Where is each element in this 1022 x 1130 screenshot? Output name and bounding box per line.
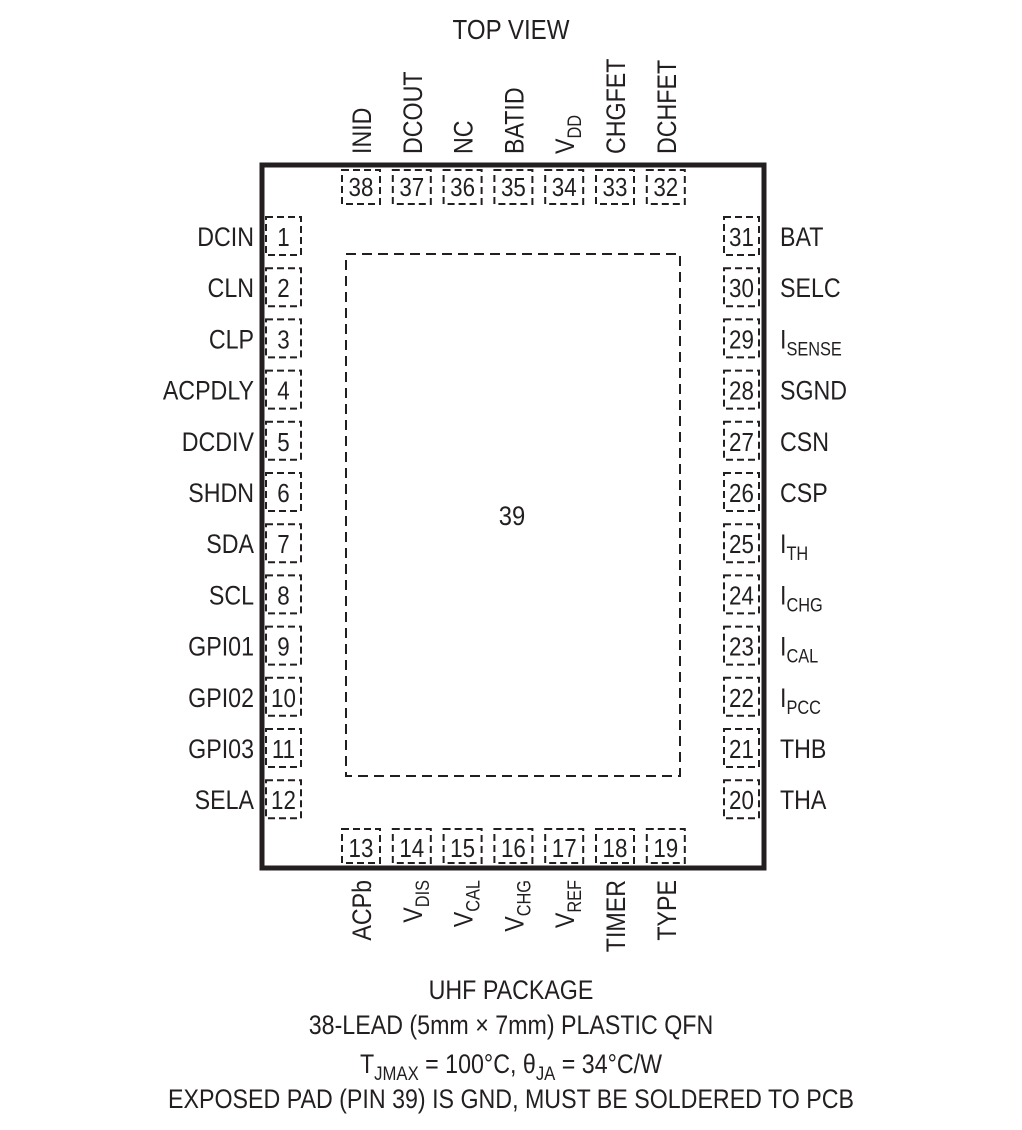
pin-number-2: 2 [277, 274, 290, 304]
pin-name-1: DCIN [197, 222, 254, 253]
pin-name-34: $V_{DD}$ [550, 114, 586, 155]
pin-number-24: 24 [729, 581, 754, 611]
pin-number-34: 34 [551, 173, 577, 203]
pin-name-2: CLN [207, 273, 254, 304]
pin-number-30: 30 [729, 274, 754, 304]
pin-number-21: 21 [729, 735, 754, 765]
exposed-pad-label: 39 [498, 501, 526, 532]
pin-name-13: ACPb [347, 880, 378, 941]
pin-name-14: $V_{DIS}$ [398, 880, 434, 923]
pin-number-11: 11 [271, 735, 296, 765]
pin-name-4: ACPDLY [162, 376, 254, 407]
top-view-label: TOP VIEW [452, 14, 570, 45]
pin-name-11: GPI03 [188, 734, 254, 765]
pin-name-26: CSP [780, 478, 828, 509]
pin-number-15: 15 [450, 834, 476, 864]
pin-number-7: 7 [277, 530, 290, 560]
pin-number-16: 16 [500, 834, 526, 864]
pin-name-30: SELC [780, 273, 841, 304]
pin-number-33: 33 [602, 173, 628, 203]
pin-number-13: 13 [348, 834, 374, 864]
pin-number-32: 32 [653, 173, 679, 203]
pin-name-27: CSN [780, 427, 830, 458]
pin-number-4: 4 [277, 377, 290, 407]
tjmax-subscript: JMAX [374, 1062, 419, 1085]
tjmax-value: = 100°C, [418, 1049, 523, 1079]
theta-symbol: θ [522, 1049, 536, 1079]
pin-name-28: SGND [780, 376, 848, 407]
pin-name-22: $I_{PCC}$ [780, 683, 821, 719]
pin-number-37: 37 [399, 173, 425, 203]
pin-number-12: 12 [271, 786, 296, 816]
pin-name-15: $V_{CAL}$ [449, 880, 484, 928]
theta-value: = 34°C/W [555, 1049, 663, 1079]
pin-number-29: 29 [729, 325, 754, 355]
pin-name-7: SDA [206, 529, 254, 560]
package-description: 38-LEAD (5mm × 7mm) PLASTIC QFN [308, 1010, 714, 1040]
pin-name-38: INID [347, 107, 378, 155]
thermal-spec [72, 1049, 951, 1085]
pin-number-35: 35 [500, 173, 526, 203]
pin-name-19: TYPE [652, 880, 683, 941]
pin-name-12: SELA [194, 785, 254, 816]
package-name: UHF PACKAGE [428, 975, 594, 1005]
pin-number-8: 8 [277, 581, 290, 611]
pin-name-17: $V_{REF}$ [550, 880, 586, 929]
pin-name-8: SCL [208, 580, 254, 611]
pin-name-37: DCOUT [398, 71, 429, 154]
pin-name-9: GPI01 [188, 632, 254, 663]
pin-number-25: 25 [729, 530, 754, 560]
pin-name-32: DCHFET [652, 59, 683, 154]
pin-name-33: CHGFET [601, 58, 632, 155]
pin-number-10: 10 [271, 684, 296, 714]
pin-number-9: 9 [277, 633, 290, 663]
pin-name-24: $I_{CHG}$ [780, 580, 823, 616]
tjmax-symbol: T [359, 1049, 375, 1079]
pin-number-5: 5 [277, 428, 290, 458]
pin-name-5: DCDIV [181, 427, 254, 458]
pin-number-36: 36 [450, 173, 476, 203]
pin-number-18: 18 [602, 834, 628, 864]
pin-number-20: 20 [729, 786, 754, 816]
pin-name-31: BAT [780, 222, 824, 253]
pin-name-29: $I_{SENSE}$ [780, 324, 842, 360]
pin-number-38: 38 [348, 173, 374, 203]
pin-number-26: 26 [729, 479, 754, 509]
pin-number-27: 27 [729, 428, 754, 458]
pin-name-35: BATID [499, 87, 530, 154]
pin-number-28: 28 [729, 377, 754, 407]
pin-name-10: GPI02 [188, 683, 254, 714]
pin-number-1: 1 [277, 223, 290, 253]
pin-name-3: CLP [208, 324, 254, 355]
pin-name-18: TIMER [601, 880, 632, 953]
pin-number-3: 3 [277, 325, 290, 355]
pin-name-36: NC [449, 120, 480, 154]
pin-name-21: THB [780, 734, 827, 765]
pin-number-14: 14 [399, 834, 425, 864]
pin-number-31: 31 [729, 223, 754, 253]
pin-name-23: $I_{CAL}$ [780, 632, 819, 667]
pin-number-6: 6 [277, 479, 290, 509]
pin-number-22: 22 [729, 684, 754, 714]
theta-subscript: JA [535, 1062, 556, 1085]
exposed-pad-note: EXPOSED PAD (PIN 39) IS GND, MUST BE SOLDERED TO PCB [167, 1084, 855, 1114]
pin-name-16: $V_{CHG}$ [499, 880, 535, 932]
pin-number-19: 19 [653, 834, 679, 864]
pin-number-17: 17 [551, 834, 577, 864]
pin-name-6: SHDN [188, 478, 254, 509]
pin-name-20: THA [780, 785, 827, 816]
pin-number-23: 23 [729, 633, 754, 663]
pin-name-25: $I_{TH}$ [780, 529, 809, 565]
